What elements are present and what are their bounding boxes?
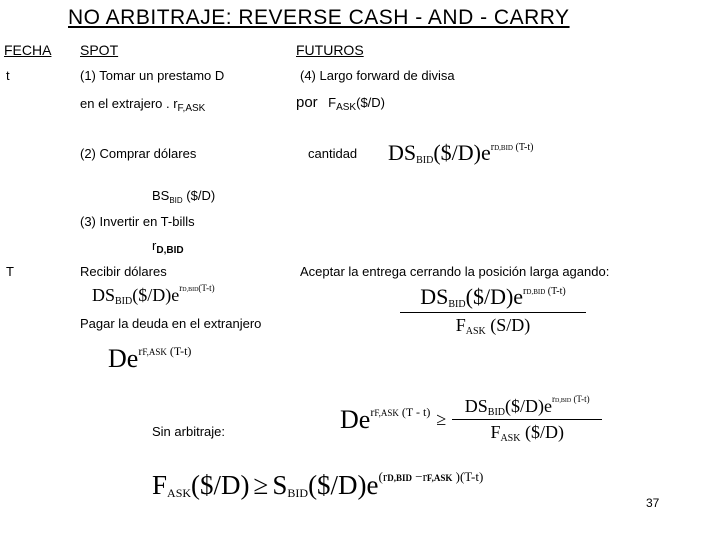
spot-receive: Recibir dólares [80,264,167,279]
na-de-exp [370,405,430,419]
na-de-exp-time: (T - t) [401,404,431,419]
futures-f-suffix: ($/D) [356,95,385,110]
na-frac-num-unit: ($/D)e [505,396,553,416]
frac-num-exp-time: (T-t) [547,286,566,297]
formula-debt-exp [138,344,191,358]
final-exp-close: )(T-t) [455,469,484,484]
na-fraction [452,396,602,443]
na-frac-num-exp-time: (T-t) [573,394,590,404]
formula-receive-exp-rsub: D,BID [182,287,199,293]
na-frac-num-sub: BID [487,407,506,418]
futures-por: por [296,94,318,111]
spot-pay-debt: Pagar la deuda en el extranjero [80,316,262,331]
final-exp-open: ( [378,469,383,484]
row-label-T: T [6,264,14,279]
spot-bs-line [152,188,215,203]
final-exp-r1sub: D,BID [387,473,412,483]
na-frac-den-sub: ASK [500,433,521,444]
formula-final [152,470,483,501]
formula-receive-ds-sub: BID [115,296,133,307]
sin-arbitraje-label: Sin arbitraje: [152,424,225,439]
futures-f-sub: ASK [336,102,357,113]
spot-step-1-line2 [80,96,206,114]
frac-num-exp-rsub: D,BID [526,288,546,296]
final-s: S [272,470,288,500]
formula-receive-unit: ($/D)e [132,285,180,305]
spot-step-3: (3) Invertir en T-bills [80,214,195,229]
final-unit: ($/D) [191,470,250,500]
final-f-sub: ASK [167,486,192,500]
futures-cantidad: cantidad [308,146,358,161]
frac-num-unit: ($/D)e [465,284,524,309]
futures-por-line [296,94,385,112]
fraction-bar [400,312,586,313]
final-s-sub: BID [287,486,309,500]
formula-receive-exp [179,283,214,293]
final-exp-r2: r [422,469,427,484]
futures-step-4: (4) Largo forward de divisa [300,68,455,83]
fraction [400,284,586,336]
fraction-denominator [400,315,586,336]
frac-num-sub: BID [448,299,466,310]
final-exp-minus: − [411,469,423,484]
na-de: De [340,404,371,434]
spot-bs: BS [152,188,170,203]
page-number: 37 [646,496,660,510]
na-frac-num-exp-rsub: D,BID [555,398,572,404]
na-frac-num [452,396,602,417]
final-geq: ≥ [253,470,269,500]
na-geq: ≥ [436,409,447,429]
formula-exp-r: r [490,142,495,153]
na-frac-den-unit: ($/D) [524,422,564,442]
spot-step-1: (1) Tomar un prestamo D [80,68,225,83]
formula-debt-exp-r: r [138,344,143,358]
na-frac-num-exp [552,394,590,404]
formula-debt-de: De [108,344,139,373]
final-unit-e: ($/D)e [308,470,379,500]
header-fecha: FECHA [4,42,52,58]
final-exp-r1: r [382,469,388,484]
row-label-t: t [6,68,10,83]
spot-step-2: (2) Comprar dólares [80,146,197,161]
frac-num-exp [523,286,566,297]
na-de-group [340,405,430,434]
formula-ds-sub: BID [416,155,434,166]
formula-no-arbitrage [340,396,602,443]
slide-title: NO ARBITRAJE: REVERSE CASH - AND - CARRY [68,6,570,29]
spot-rate-subscript: F,ASK [177,103,206,114]
formula-unit: ($/D)e [433,140,491,165]
futures-f [328,95,385,113]
frac-den-sub: ASK [465,326,486,337]
final-exp [379,469,484,484]
formula-receive-exp-time: (T-t) [198,283,215,293]
frac-num-ds: DS [420,284,449,309]
formula-debt-exp-rsub: F,ASK [142,347,167,357]
spot-bs-sub: BID [169,196,183,205]
spot-r-sub: D,BID [156,245,184,256]
na-frac-num-ds: DS [464,396,488,416]
na-frac-num-exp-r: r [552,394,556,404]
formula-receive-ds: DS [92,285,116,305]
frac-num-exp-r: r [523,286,527,297]
spot-bs-suffix: ($/D) [182,188,216,203]
na-frac-den-f: F [490,422,501,442]
formula-debt-exp-time: (T-t) [169,344,192,358]
formula-exp-rsub: D,BID [494,144,513,152]
na-de-exp-rsub: F,ASK [374,407,399,418]
futures-accept: Aceptar la entrega cerrando la posición larga agando: [300,264,610,279]
frac-den-unit: (S/D) [490,315,531,335]
fraction-numerator [400,284,586,310]
formula-debt [108,344,191,374]
frac-den-f: F [455,315,466,335]
formula-exp-time: (T-t) [515,142,534,153]
na-frac-den [452,422,602,443]
header-spot: SPOT [80,42,119,58]
formula-exponent [491,142,534,153]
formula-receive-exp-r: r [179,283,183,293]
formula-ds: DS [388,140,417,165]
header-futuros: FUTUROS [296,42,364,58]
formula-cantidad [388,140,533,166]
spot-r: r [152,238,157,253]
final-f: F [152,470,168,500]
spot-step-1-line2-text: en el extrajero . r [80,96,178,111]
na-frac-bar [452,419,602,420]
formula-receive [92,285,215,306]
final-exp-r2sub: F,ASK [426,473,453,483]
na-de-exp-r: r [370,404,375,419]
formula-accept-fraction [400,284,586,336]
futures-f-base: F [328,95,337,110]
spot-r-line [152,238,184,256]
